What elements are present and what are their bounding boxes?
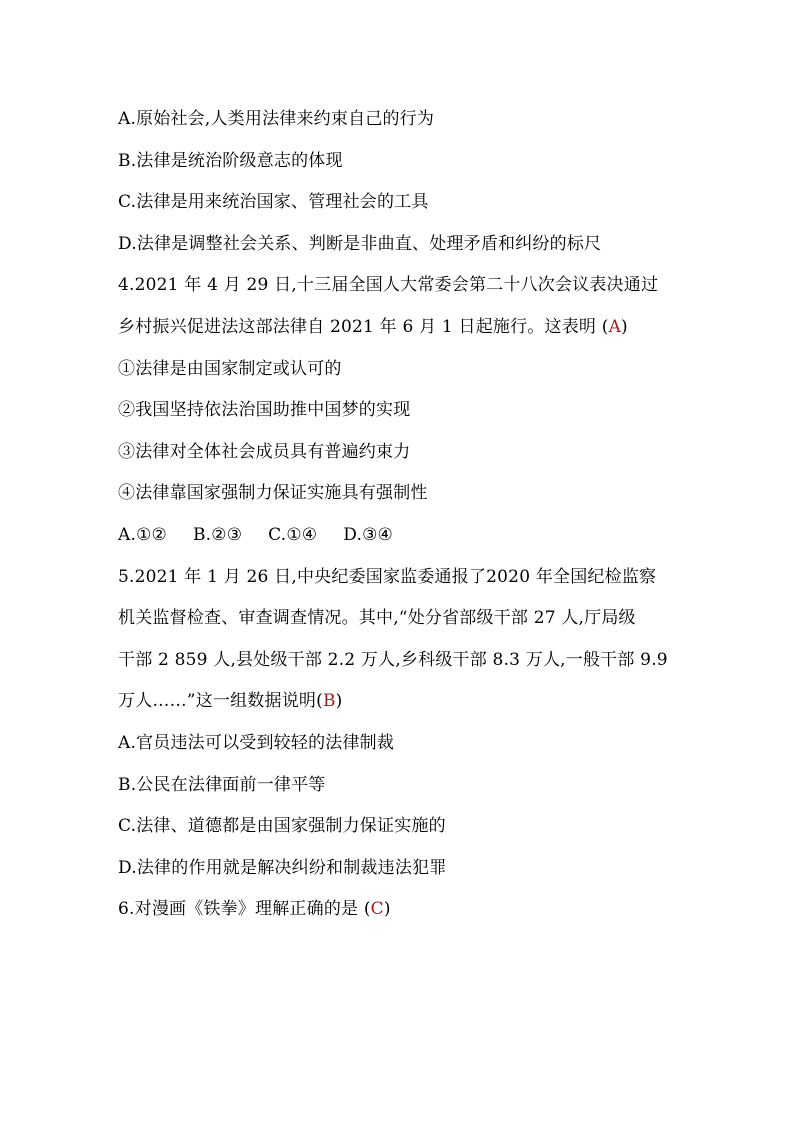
- q3-option-a: A.原始社会,人类用法律来约束自己的行为: [118, 109, 435, 129]
- q6-answer: C: [370, 899, 384, 919]
- q5-close-paren: ): [335, 691, 343, 711]
- q4-option-a: A.①②: [118, 525, 167, 545]
- q6-stem: [118, 898, 391, 920]
- q4-statement-3: ③法律对全体社会成员具有普遍约束力: [118, 442, 411, 462]
- q5-answer: B: [322, 691, 336, 711]
- q5-option-c: C.法律、道德都是由国家强制力保证实施的: [118, 816, 446, 836]
- q5-stem-text: 万人……”这一组数据说明(: [118, 691, 323, 711]
- q4-stem-line2: [118, 316, 628, 338]
- q4-statement-1: ①法律是由国家制定或认可的: [118, 359, 342, 379]
- q3-option-b: B.法律是统治阶级意志的体现: [118, 151, 343, 171]
- q3-option-d: D.法律是调整社会关系、判断是非曲直、处理矛盾和纠纷的标尺: [118, 234, 602, 254]
- q4-statement-2: ②我国坚持依法治国助推中国梦的实现: [118, 400, 411, 420]
- q4-option-d: D.③④: [343, 525, 393, 545]
- q4-stem-line1: 4.2021 年 4 月 29 日,十三届全国人大常委会第二十八次会议表决通过: [118, 275, 659, 295]
- q5-option-d: D.法律的作用就是解决纠纷和制裁违法犯罪: [118, 858, 447, 878]
- q5-stem-line2: 机关监督检查、审查调查情况。其中,“处分省部级干部 27 人,厅局级: [118, 608, 636, 628]
- q4-option-c: C.①④: [268, 525, 318, 545]
- q3-option-c: C.法律是用来统治国家、管理社会的工具: [118, 192, 429, 212]
- q6-stem-text: 6.对漫画《铁拳》理解正确的是 (: [118, 899, 371, 919]
- q5-option-a: A.官员违法可以受到较轻的法律制裁: [118, 733, 395, 753]
- q5-stem-line3: 干部 2 859 人,县处级干部 2.2 万人,乡科级干部 8.3 万人,一般干部 9.9: [118, 650, 668, 670]
- q4-options: [118, 524, 419, 546]
- q4-stem-text: 乡村振兴促进法这部法律自 2021 年 6 月 1 日起施行。这表明 (: [118, 317, 609, 337]
- q5-option-b: B.公民在法律面前一律平等: [118, 775, 326, 795]
- q4-close-paren: ): [621, 317, 628, 337]
- q4-statement-4: ④法律靠国家强制力保证实施具有强制性: [118, 483, 428, 503]
- q4-option-b: B.②③: [192, 525, 243, 545]
- q5-stem-line4: [118, 690, 342, 712]
- q6-close-paren: ): [383, 899, 391, 919]
- q5-stem-line1: 5.2021 年 1 月 26 日,中央纪委国家监委通报了2020 年全国纪检监察: [118, 567, 657, 587]
- q4-answer: A: [608, 317, 622, 337]
